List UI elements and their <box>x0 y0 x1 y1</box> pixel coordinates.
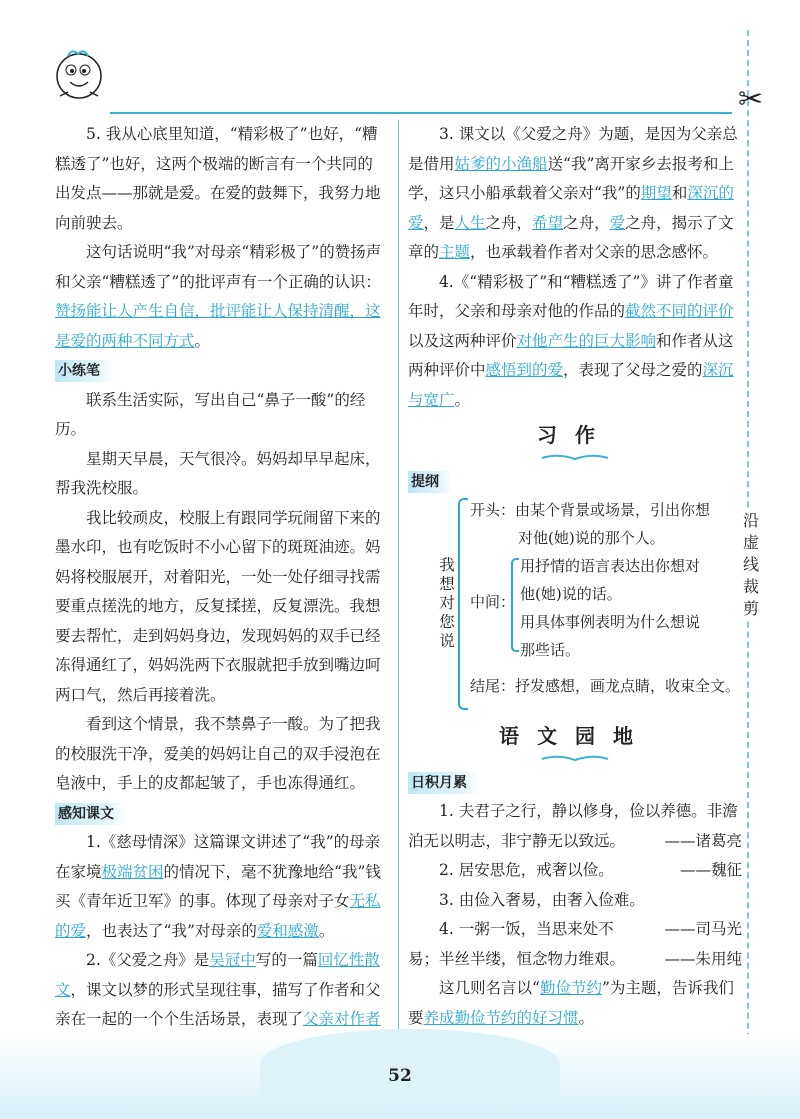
q5-explanation: 这句话说明“我”对母亲“精彩极了”的赞扬声和父亲“糟糕透了”的批评声有一个正确的认识：赞扬能让人产生自信，批评能让人保持清醒，这是爱的两种不同方式。 <box>55 243 382 350</box>
q3-text: 3. 课文以《父爱之舟》为题，是因为父亲总是借用姑爹的小渔船送“我”离开家乡去报考和上学，这只小船承载着父亲对“我”的期望和深沉的爱，是人生之舟，希望之舟，爱之舟，揭示了文章的主题，也承载着作者对父亲的思念感怀。 <box>408 125 738 261</box>
practice-para: 我比较顽皮，校服上有跟同学玩闹留下来的墨水印，也有吃饭时不小心留下的斑斑油迹。妈妈将校服展开，对着阳光，一处一处仔细寻找需要重点搓洗的地方，反复揉搓，反复漂洗。我想要去帮忙，走到妈妈身边，发现妈妈的双手已经冻得通红了，妈妈洗两下衣服就把手放到嘴边呵两口气，然后再接着洗。 <box>55 508 381 704</box>
answer: 回忆性散文 <box>55 951 380 999</box>
cut-instruction: 沿虚线裁剪 <box>740 510 762 620</box>
answer: 对他产生的巨大影响 <box>516 331 657 350</box>
answer: 无私的爱 <box>55 892 381 940</box>
answer: 爱和感激 <box>256 921 319 940</box>
outline-mid-brace <box>511 558 519 652</box>
answer: 截然不同的评价 <box>625 302 734 320</box>
quote: 2. 居安思危，戒奢以俭。 ——魏征 <box>439 861 742 879</box>
theme-text: 这几则名言以“勤俭节约”为主题，告诉我们要养成勤俭节约的好习惯。 <box>408 979 734 1027</box>
outline-open: 开头：由某个背景或场景，引出你想 <box>470 501 711 519</box>
quote: 3. 由俭入奢易，由奢入俭难。 ——司马光 <box>439 890 742 938</box>
outline-open-cont: 对他(她)说的那个人。 <box>518 529 665 547</box>
outline-diagram <box>408 496 742 716</box>
outline-root: 我想对您说 <box>439 556 455 650</box>
answer: 勤俭节约 <box>539 979 602 997</box>
outline-mid-label: 中间： <box>470 593 516 611</box>
outline-mid-line: 那些话。 <box>520 641 581 659</box>
outline-brace <box>458 498 468 710</box>
page-number: 52 <box>388 1066 412 1086</box>
q5-text: 5. 我从心底里知道，“精彩极了”也好，“糟糕透了”也好，这两个极端的断言有一个共同的出发点——那就是爱。在爱的鼓舞下，我努力地向前驶去。 <box>55 125 381 232</box>
outline-end: 结尾：抒发感想，画龙点睛，收束全文。 <box>470 677 741 695</box>
answer: 深沉的爱 <box>408 184 734 232</box>
answer: 主题 <box>439 243 471 261</box>
left-column <box>55 120 387 1094</box>
book-decoration-icon <box>540 453 610 463</box>
footer-arc <box>260 1029 560 1099</box>
mascot-icon <box>48 46 110 108</box>
practice-para: 星期天早晨，天气很冷。妈妈却早早起床，帮我洗校服。 <box>55 449 381 497</box>
quote: 1. 夫君子之行，静以修身，俭以养德。非澹泊无以明志，非宁静无以致远。 ——诸葛亮 <box>408 802 742 850</box>
writing-section-title: 习作 <box>408 421 742 463</box>
answer: 养成勤俭节约的好习惯 <box>423 1008 579 1027</box>
outline-mid-line: 他(她)说的话。 <box>520 585 622 603</box>
q1-text: 1.《慈母情深》这篇课文讲述了“我”的母亲在家境极端贫困的情况下，毫不犹豫地给“我”钱买《青年近卫军》的事。体现了母亲对子女无私的爱，也表达了“我”对母亲的爱和感激。 <box>55 833 381 940</box>
header-rule <box>110 112 732 114</box>
perceive-tag: 感知课文 <box>55 803 128 825</box>
answer: 期望 <box>640 184 672 202</box>
answer: 深沉与宽广 <box>408 361 734 409</box>
answer: 人生 <box>454 213 486 232</box>
scissors-icon: ✂ <box>738 82 764 117</box>
outline-tag: 提纲 <box>408 471 453 493</box>
quote: 4. 一粥一饭，当思来处不易；半丝半缕，恒念物力维艰。 ——朱用纯 <box>408 920 742 968</box>
answer: 感悟到的爱 <box>485 361 564 379</box>
column-divider <box>398 120 399 1040</box>
answer: 爱 <box>609 213 626 232</box>
answer: 父亲对作者 <box>303 1010 381 1028</box>
practice-tag: 小练笔 <box>55 360 114 382</box>
answer: 赞扬能让人产生自信，批评能让人保持清醒，这是爱的两种不同方式 <box>55 302 381 350</box>
answer: 吴冠中 <box>209 951 256 969</box>
garden-section-title: 语文园地 <box>408 722 742 764</box>
book-decoration-icon <box>540 754 610 764</box>
practice-prompt: 联系生活实际，写出自己“鼻子一酸”的经历。 <box>55 390 366 438</box>
q2-text: 2.《父爱之舟》是吴冠中写的一篇回忆性散文，课文以梦的形式呈现往事，描写了作者和父亲在一起的一个个生活场景，表现了父亲对作者 <box>55 946 387 1094</box>
outline-mid-line: 用抒情的语言表达出你想对 <box>520 557 701 575</box>
q4-text: 4.《“精彩极了”和“糟糕透了”》讲了作者童年时，父亲和母亲对他的作品的截然不同的评价以及这两种评价对他产生的巨大影响和作者从这两种评价中感悟到的爱，表现了父母之爱的深沉与宽广。 <box>408 272 734 409</box>
outline-mid-line: 用具体事例表明为什么想说 <box>520 613 701 631</box>
right-column <box>408 120 742 1033</box>
answer: 极端贫困 <box>101 862 164 881</box>
daily-tag: 日积月累 <box>408 772 481 794</box>
answer: 希望 <box>532 213 564 232</box>
practice-para: 看到这个情景，我不禁鼻子一酸。为了把我的校服洗干净，爱美的妈妈让自己的双手浸泡在皂液中，手上的皮都起皱了，手也冻得通红。 <box>55 715 381 792</box>
answer: 姑爹的小渔船 <box>454 154 548 173</box>
